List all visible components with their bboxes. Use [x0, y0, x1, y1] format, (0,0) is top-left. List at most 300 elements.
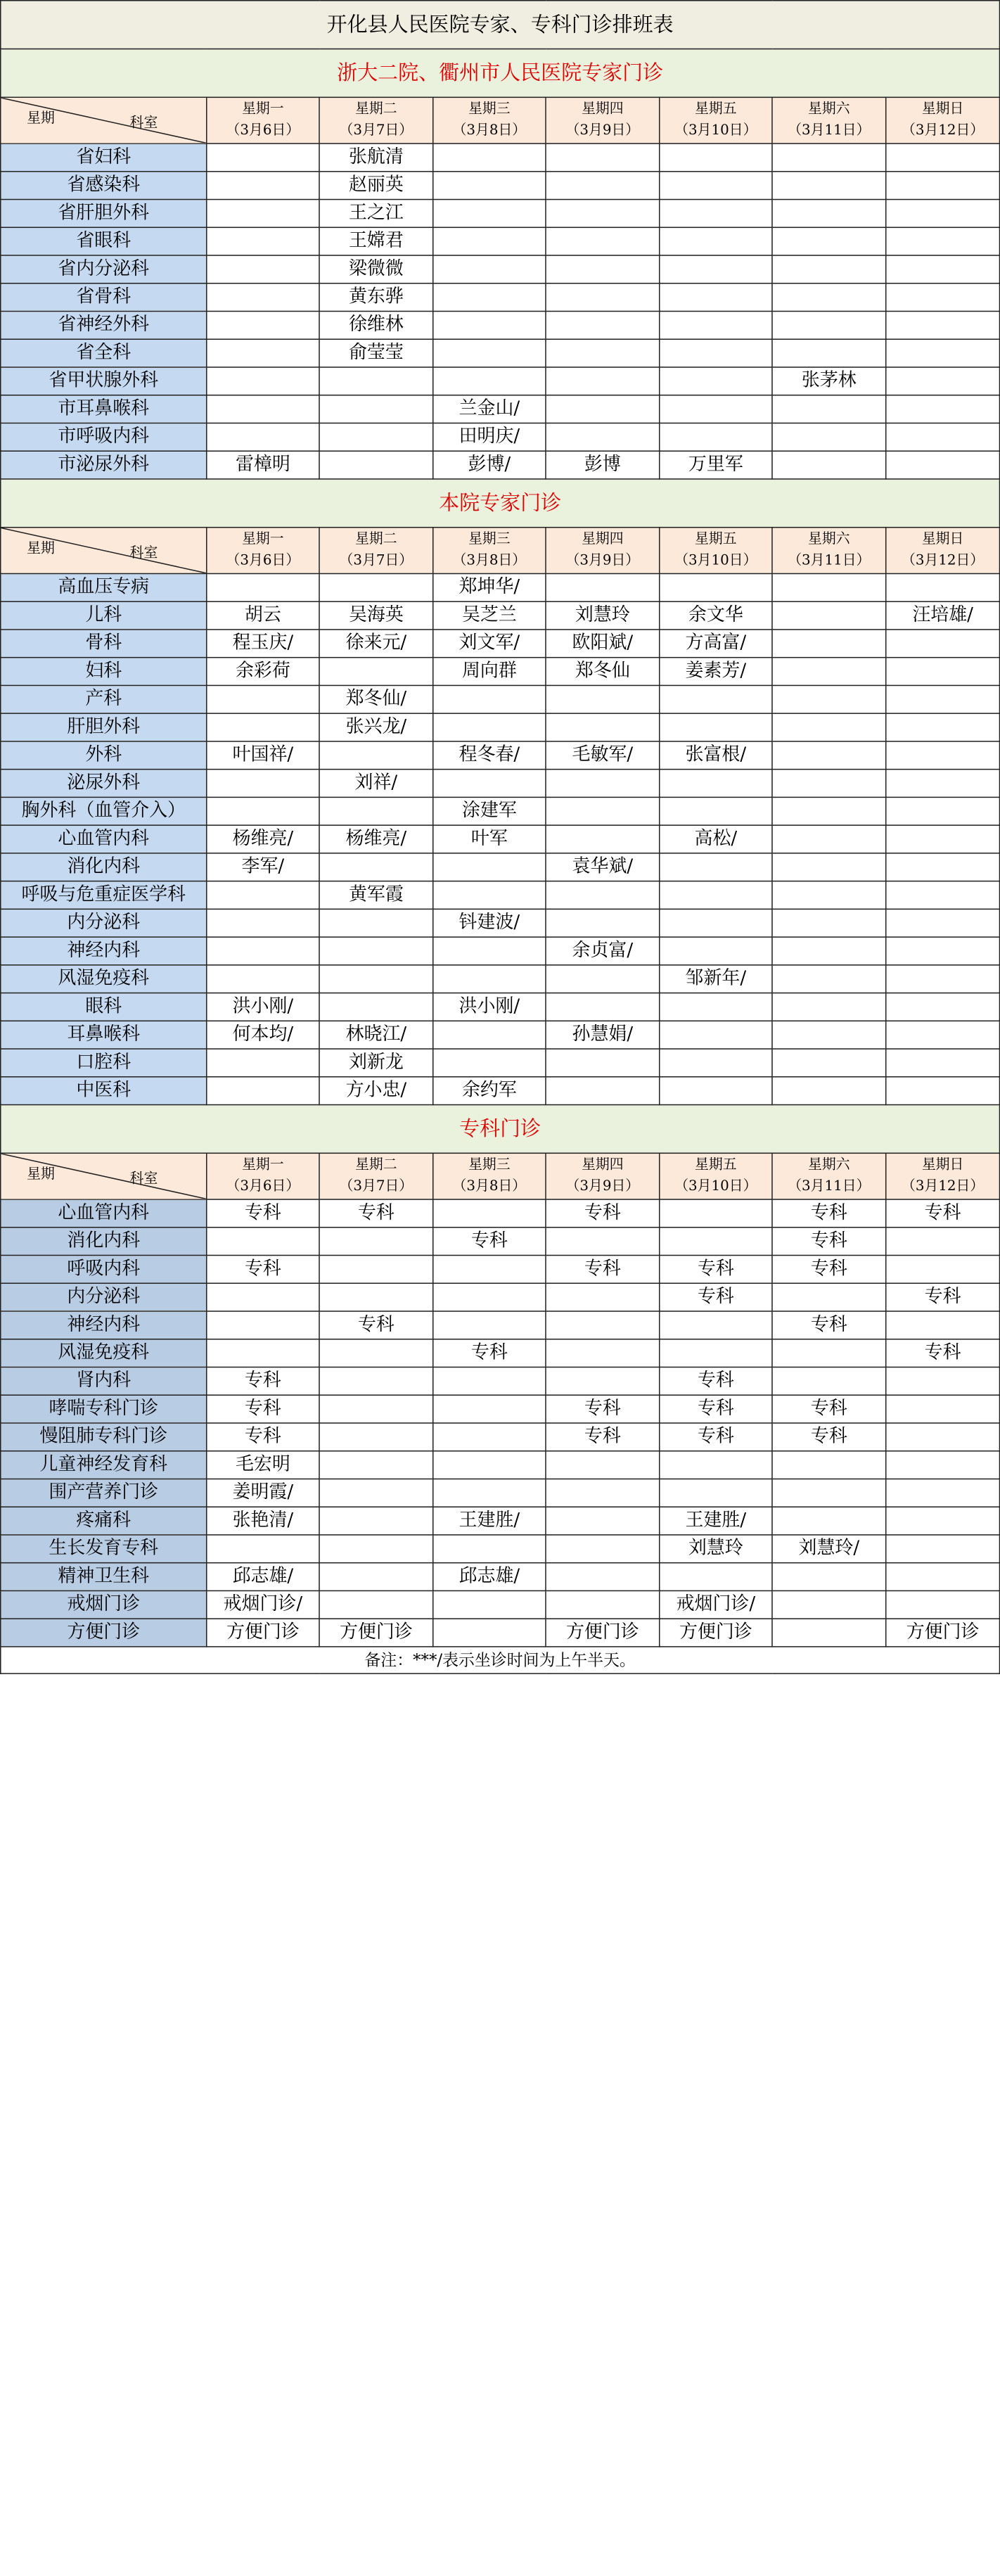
day-name: 星期五 — [695, 531, 737, 548]
table-row — [1, 1339, 1000, 1367]
schedule-cell — [886, 881, 1000, 910]
schedule-cell — [886, 1479, 1000, 1507]
schedule-cell — [886, 993, 1000, 1021]
schedule-cell: 刘慧玲/ — [772, 1535, 886, 1563]
schedule-cell — [207, 144, 319, 172]
schedule-cell: 毛宏明 — [207, 1451, 319, 1479]
schedule-cell: 专科 — [886, 1199, 1000, 1228]
schedule-cell — [772, 741, 886, 770]
table-row — [1, 573, 1000, 601]
table-row — [1, 1228, 1000, 1256]
schedule-cell — [772, 1590, 886, 1619]
schedule-cell — [886, 1451, 1000, 1479]
schedule-cell — [207, 881, 319, 910]
day-date: （3月12日） — [901, 552, 985, 569]
table-row — [1, 881, 1000, 910]
schedule-cell — [772, 601, 886, 630]
table-row — [1, 1199, 1000, 1228]
schedule-cell — [319, 658, 433, 686]
schedule-cell: 高松/ — [660, 825, 772, 853]
schedule-cell — [207, 1339, 319, 1367]
schedule-cell — [319, 853, 433, 881]
schedule-cell — [433, 1021, 546, 1049]
schedule-cell: 专科 — [546, 1199, 660, 1228]
schedule-cell — [433, 144, 546, 172]
schedule-cell — [660, 1228, 772, 1256]
dept-cell: 消化内科 — [1, 853, 207, 881]
schedule-cell — [207, 1283, 319, 1311]
dept-cell: 戒烟门诊 — [1, 1590, 207, 1619]
schedule-cell — [207, 965, 319, 993]
day-name: 星期六 — [808, 101, 850, 117]
schedule-cell — [886, 797, 1000, 825]
schedule-cell: 专科 — [319, 1311, 433, 1339]
dept-cell: 精神卫生科 — [1, 1563, 207, 1591]
schedule-cell — [319, 1535, 433, 1563]
schedule-cell — [886, 909, 1000, 937]
schedule-cell — [886, 312, 1000, 340]
schedule-cell — [319, 1283, 433, 1311]
corner-dept-label: 科室 — [129, 544, 158, 561]
schedule-cell — [772, 713, 886, 741]
schedule-cell: 刘文军/ — [433, 630, 546, 658]
schedule-cell: 刘祥/ — [319, 770, 433, 798]
table-row — [1, 395, 1000, 423]
schedule-cell — [660, 1451, 772, 1479]
schedule-cell — [772, 1507, 886, 1535]
schedule-cell — [433, 1311, 546, 1339]
schedule-cell — [772, 630, 886, 658]
schedule-cell: 吴芝兰 — [433, 601, 546, 630]
schedule-cell — [772, 1563, 886, 1591]
schedule-cell — [886, 1311, 1000, 1339]
schedule-cell — [660, 1339, 772, 1367]
schedule-cell: 方便门诊 — [886, 1619, 1000, 1647]
schedule-cell — [319, 1479, 433, 1507]
schedule-cell: 汪培雄/ — [886, 601, 1000, 630]
day-name: 星期一 — [242, 1156, 284, 1173]
schedule-cell: 张航清 — [319, 144, 433, 172]
schedule-cell — [319, 937, 433, 965]
schedule-cell: 刘慧玲 — [546, 601, 660, 630]
table-row — [1, 853, 1000, 881]
table-row — [1, 1479, 1000, 1507]
schedule-cell — [546, 825, 660, 853]
schedule-cell: 欧阳斌/ — [546, 630, 660, 658]
schedule-cell — [433, 1395, 546, 1423]
dept-cell: 疼痛科 — [1, 1507, 207, 1535]
day-name: 星期五 — [695, 101, 737, 117]
header-row — [1, 97, 1000, 144]
schedule-cell — [660, 1021, 772, 1049]
schedule-cell — [207, 339, 319, 367]
schedule-cell — [207, 283, 319, 312]
dept-cell: 骨科 — [1, 630, 207, 658]
schedule-cell — [546, 685, 660, 713]
schedule-cell: 专科 — [660, 1283, 772, 1311]
schedule-cell — [772, 1283, 886, 1311]
schedule-cell: 涂建军 — [433, 797, 546, 825]
schedule-cell — [886, 1021, 1000, 1049]
day-date: （3月11日） — [788, 1178, 871, 1195]
schedule-cell — [772, 395, 886, 423]
dept-cell: 省骨科 — [1, 283, 207, 312]
dept-cell: 风湿免疫科 — [1, 965, 207, 993]
corner-week-label: 星期 — [27, 1166, 55, 1183]
schedule-cell — [207, 573, 319, 601]
schedule-cell: 钭建波/ — [433, 909, 546, 937]
dept-cell: 肝胆外科 — [1, 713, 207, 741]
schedule-cell — [886, 200, 1000, 228]
dept-cell: 心血管内科 — [1, 1199, 207, 1228]
dept-cell: 眼科 — [1, 993, 207, 1021]
dept-cell: 高血压专病 — [1, 573, 207, 601]
schedule-cell — [772, 825, 886, 853]
day-name: 星期四 — [582, 1156, 624, 1173]
corner-header — [1, 97, 207, 144]
title-row — [1, 1, 1000, 49]
schedule-cell: 洪小刚/ — [207, 993, 319, 1021]
schedule-cell — [546, 1077, 660, 1105]
schedule-cell — [433, 200, 546, 228]
dept-cell: 慢阻肺专科门诊 — [1, 1423, 207, 1451]
schedule-cell: 杨维亮/ — [319, 825, 433, 853]
schedule-cell — [886, 1367, 1000, 1395]
day-header — [433, 1153, 546, 1199]
schedule-cell — [886, 658, 1000, 686]
schedule-cell: 邱志雄/ — [207, 1563, 319, 1591]
schedule-cell — [207, 423, 319, 451]
schedule-cell — [546, 1535, 660, 1563]
schedule-cell — [207, 1535, 319, 1563]
table-row — [1, 1367, 1000, 1395]
schedule-cell — [660, 1479, 772, 1507]
schedule-cell — [772, 255, 886, 283]
schedule-cell — [319, 1590, 433, 1619]
schedule-cell: 专科 — [546, 1256, 660, 1284]
schedule-cell — [546, 367, 660, 395]
schedule-cell — [886, 1228, 1000, 1256]
schedule-cell — [319, 741, 433, 770]
day-header — [886, 528, 1000, 574]
schedule-cell: 彭博/ — [433, 451, 546, 479]
schedule-cell — [772, 312, 886, 340]
table-row — [1, 255, 1000, 283]
schedule-cell: 余约军 — [433, 1077, 546, 1105]
schedule-cell: 袁华斌/ — [546, 853, 660, 881]
schedule-cell — [433, 1199, 546, 1228]
schedule-cell — [433, 685, 546, 713]
table-row — [1, 993, 1000, 1021]
schedule-cell — [660, 423, 772, 451]
section-title: 专科门诊 — [1, 1105, 1000, 1154]
schedule-cell — [546, 200, 660, 228]
day-name: 星期三 — [468, 531, 511, 548]
schedule-cell — [772, 909, 886, 937]
schedule-cell: 黄军霞 — [319, 881, 433, 910]
schedule-cell — [207, 797, 319, 825]
schedule-cell — [772, 423, 886, 451]
day-date: （3月7日） — [339, 552, 414, 569]
schedule-cell: 兰金山/ — [433, 395, 546, 423]
schedule-cell — [886, 713, 1000, 741]
table-row — [1, 200, 1000, 228]
day-date: （3月10日） — [674, 122, 757, 139]
schedule-cell — [546, 1451, 660, 1479]
schedule-cell — [546, 1283, 660, 1311]
schedule-cell: 专科 — [546, 1423, 660, 1451]
schedule-cell — [433, 937, 546, 965]
dept-cell: 耳鼻喉科 — [1, 1021, 207, 1049]
dept-cell: 外科 — [1, 741, 207, 770]
schedule-cell: 专科 — [660, 1423, 772, 1451]
day-header — [772, 528, 886, 574]
schedule-cell: 雷樟明 — [207, 451, 319, 479]
schedule-cell — [772, 993, 886, 1021]
schedule-cell: 专科 — [660, 1367, 772, 1395]
schedule-cell — [433, 1619, 546, 1647]
day-date: （3月12日） — [901, 122, 985, 139]
schedule-cell — [660, 339, 772, 367]
schedule-cell — [886, 937, 1000, 965]
schedule-cell — [319, 797, 433, 825]
day-date: （3月10日） — [674, 552, 757, 569]
dept-cell: 泌尿外科 — [1, 770, 207, 798]
schedule-cell: 刘新龙 — [319, 1049, 433, 1077]
corner-header — [1, 528, 207, 574]
schedule-cell: 梁微微 — [319, 255, 433, 283]
schedule-cell — [660, 255, 772, 283]
schedule-cell — [319, 367, 433, 395]
table-row — [1, 312, 1000, 340]
schedule-cell: 专科 — [886, 1339, 1000, 1367]
header-row — [1, 528, 1000, 574]
day-date: （3月10日） — [674, 1178, 757, 1195]
schedule-cell — [319, 395, 433, 423]
schedule-cell — [546, 713, 660, 741]
day-date: （3月7日） — [339, 1178, 414, 1195]
dept-cell: 省全科 — [1, 339, 207, 367]
schedule-cell — [660, 1199, 772, 1228]
schedule-cell: 戒烟门诊/ — [207, 1590, 319, 1619]
schedule-cell — [207, 312, 319, 340]
schedule-cell — [433, 713, 546, 741]
schedule-cell — [660, 797, 772, 825]
dept-cell: 呼吸与危重症医学科 — [1, 881, 207, 910]
schedule-cell — [319, 965, 433, 993]
corner-week-label: 星期 — [27, 110, 55, 127]
day-name: 星期一 — [242, 101, 284, 117]
schedule-cell — [660, 993, 772, 1021]
table-row — [1, 1077, 1000, 1105]
table-row — [1, 1395, 1000, 1423]
schedule-cell — [319, 1423, 433, 1451]
schedule-cell — [886, 1563, 1000, 1591]
day-date: （3月9日） — [565, 1178, 640, 1195]
schedule-cell: 程玉庆/ — [207, 630, 319, 658]
schedule-cell: 叶国祥/ — [207, 741, 319, 770]
schedule-cell — [433, 339, 546, 367]
day-date: （3月6日） — [226, 122, 300, 139]
dept-cell: 内分泌科 — [1, 909, 207, 937]
schedule-cell — [433, 1590, 546, 1619]
table-row — [1, 965, 1000, 993]
schedule-cell: 吴海英 — [319, 601, 433, 630]
day-header — [319, 97, 433, 144]
schedule-cell: 专科 — [772, 1311, 886, 1339]
day-header — [886, 97, 1000, 144]
schedule-cell — [433, 172, 546, 200]
schedule-cell — [433, 227, 546, 255]
schedule-cell: 专科 — [319, 1199, 433, 1228]
schedule-cell — [546, 1311, 660, 1339]
schedule-cell: 林晓江/ — [319, 1021, 433, 1049]
schedule-cell: 周向群 — [433, 658, 546, 686]
header-row — [1, 1153, 1000, 1199]
schedule-cell — [772, 144, 886, 172]
schedule-cell — [207, 770, 319, 798]
schedule-cell — [546, 339, 660, 367]
day-header — [207, 528, 319, 574]
schedule-cell — [886, 741, 1000, 770]
day-header — [433, 97, 546, 144]
table-row — [1, 1256, 1000, 1284]
schedule-cell: 俞莹莹 — [319, 339, 433, 367]
schedule-cell: 王建胜/ — [433, 1507, 546, 1535]
schedule-cell: 杨维亮/ — [207, 825, 319, 853]
schedule-cell: 张兴龙/ — [319, 713, 433, 741]
table-row — [1, 172, 1000, 200]
schedule-cell: 郑坤华/ — [433, 573, 546, 601]
schedule-cell — [319, 993, 433, 1021]
table-row — [1, 144, 1000, 172]
day-header — [546, 1153, 660, 1199]
schedule-cell — [660, 1563, 772, 1591]
schedule-cell — [207, 685, 319, 713]
day-name: 星期日 — [921, 1156, 964, 1173]
schedule-cell: 邱志雄/ — [433, 1563, 546, 1591]
schedule-cell: 方小忠/ — [319, 1077, 433, 1105]
table-row — [1, 770, 1000, 798]
schedule-cell — [319, 1256, 433, 1284]
day-name: 星期日 — [921, 101, 964, 117]
schedule-cell: 姜素芳/ — [660, 658, 772, 686]
schedule-cell: 彭博 — [546, 451, 660, 479]
schedule-cell — [772, 770, 886, 798]
table-row — [1, 1049, 1000, 1077]
schedule-cell — [660, 283, 772, 312]
table-row — [1, 937, 1000, 965]
schedule-cell: 方便门诊 — [207, 1619, 319, 1647]
schedule-cell — [660, 1049, 772, 1077]
schedule-cell — [546, 1507, 660, 1535]
schedule-cell — [546, 312, 660, 340]
day-date: （3月12日） — [901, 1178, 985, 1195]
section-title: 本院专家门诊 — [1, 479, 1000, 528]
schedule-cell — [886, 144, 1000, 172]
corner-dept-label: 科室 — [129, 1171, 158, 1187]
schedule-cell: 张富根/ — [660, 741, 772, 770]
day-name: 星期二 — [355, 101, 397, 117]
schedule-cell — [772, 1077, 886, 1105]
schedule-cell: 专科 — [772, 1256, 886, 1284]
schedule-cell — [546, 993, 660, 1021]
day-header — [886, 1153, 1000, 1199]
schedule-cell: 赵丽英 — [319, 172, 433, 200]
schedule-cell — [319, 573, 433, 601]
dept-cell: 肾内科 — [1, 1367, 207, 1395]
day-header — [772, 1153, 886, 1199]
day-name: 星期三 — [468, 101, 511, 117]
day-header — [207, 1153, 319, 1199]
schedule-cell — [433, 367, 546, 395]
day-date: （3月8日） — [452, 122, 527, 139]
schedule-cell — [772, 881, 886, 910]
table-row — [1, 1021, 1000, 1049]
schedule-cell — [772, 1339, 886, 1367]
schedule-cell — [886, 965, 1000, 993]
schedule-cell: 王建胜/ — [660, 1507, 772, 1535]
schedule-cell — [660, 200, 772, 228]
schedule-cell — [772, 227, 886, 255]
table-row — [1, 367, 1000, 395]
schedule-cell — [546, 1339, 660, 1367]
schedule-cell: 方便门诊 — [660, 1619, 772, 1647]
schedule-cell — [886, 1507, 1000, 1535]
schedule-cell — [772, 1451, 886, 1479]
schedule-cell — [886, 1049, 1000, 1077]
table-row — [1, 1563, 1000, 1591]
dept-cell: 市呼吸内科 — [1, 423, 207, 451]
schedule-cell: 胡云 — [207, 601, 319, 630]
day-header — [319, 1153, 433, 1199]
schedule-cell — [207, 1049, 319, 1077]
schedule-cell — [546, 283, 660, 312]
schedule-cell — [886, 283, 1000, 312]
schedule-cell — [660, 312, 772, 340]
schedule-cell: 专科 — [207, 1367, 319, 1395]
schedule-cell — [319, 1367, 433, 1395]
schedule-cell — [772, 685, 886, 713]
note-text: 备注：***/表示坐诊时间为上午半天。 — [1, 1647, 1000, 1673]
schedule-cell — [886, 853, 1000, 881]
schedule-cell — [660, 1077, 772, 1105]
dept-cell: 产科 — [1, 685, 207, 713]
schedule-cell — [660, 685, 772, 713]
schedule-cell — [772, 451, 886, 479]
table-row — [1, 825, 1000, 853]
schedule-cell — [546, 1590, 660, 1619]
table-row — [1, 909, 1000, 937]
dept-cell: 神经内科 — [1, 937, 207, 965]
schedule-cell — [546, 1563, 660, 1591]
day-date: （3月9日） — [565, 552, 640, 569]
schedule-cell — [433, 1451, 546, 1479]
day-header — [546, 97, 660, 144]
table-row — [1, 1311, 1000, 1339]
dept-cell: 哮喘专科门诊 — [1, 1395, 207, 1423]
schedule-cell — [546, 1479, 660, 1507]
schedule-cell — [886, 825, 1000, 853]
schedule-cell — [772, 172, 886, 200]
schedule-cell — [660, 573, 772, 601]
schedule-cell — [772, 1367, 886, 1395]
schedule-cell — [660, 853, 772, 881]
schedule-cell: 李军/ — [207, 853, 319, 881]
dept-cell: 市泌尿外科 — [1, 451, 207, 479]
schedule-cell: 专科 — [772, 1395, 886, 1423]
schedule-cell — [660, 1311, 772, 1339]
